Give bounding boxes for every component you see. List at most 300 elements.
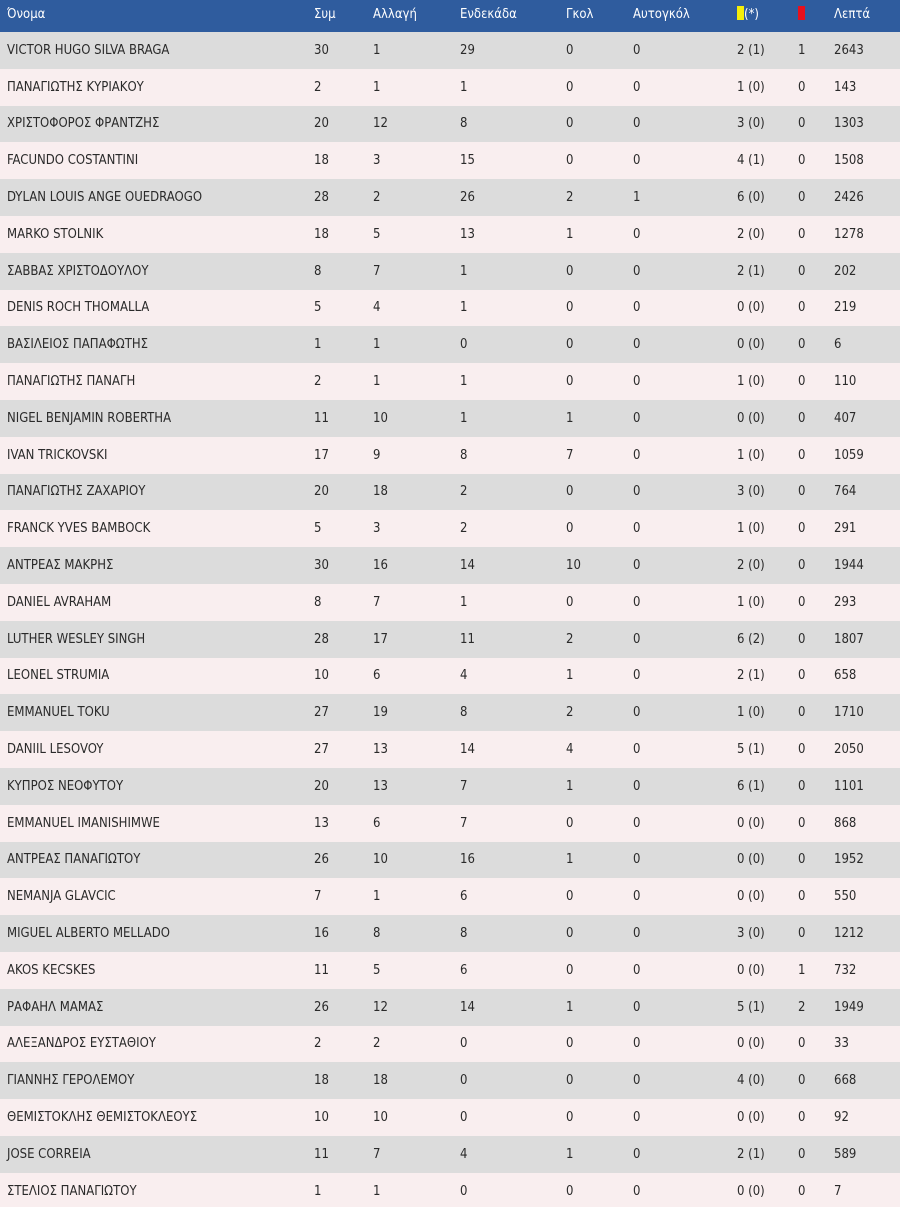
table-row <box>0 32 900 69</box>
player-sub: 10 <box>373 852 388 868</box>
player-minutes: 658 <box>834 668 857 684</box>
player-apps: 17 <box>314 447 329 463</box>
table-row <box>0 915 900 952</box>
player-red-cards: 0 <box>798 521 806 537</box>
player-own-goals: 0 <box>633 42 641 58</box>
player-goals: 2 <box>566 705 574 721</box>
player-starts: 7 <box>460 778 468 794</box>
player-apps: 20 <box>314 778 329 794</box>
player-goals: 1 <box>566 852 574 868</box>
player-goals: 1 <box>566 410 574 426</box>
player-goals: 2 <box>566 190 574 206</box>
table-row <box>0 1099 900 1136</box>
player-own-goals: 0 <box>633 447 641 463</box>
player-sub: 8 <box>373 926 381 942</box>
player-yellow-cards: 2 (1) <box>737 1146 765 1162</box>
table-row <box>0 805 900 842</box>
player-sub: 13 <box>373 742 388 758</box>
player-apps: 5 <box>314 300 322 316</box>
table-row <box>0 437 900 474</box>
player-name: FACUNDO COSTANTINI <box>7 153 139 169</box>
player-minutes: 1710 <box>834 705 864 721</box>
player-yellow-cards: 1 (0) <box>737 705 765 721</box>
player-name: ΠΑΝΑΓΙΩΤΗΣ ΖΑΧΑΡΙΟΥ <box>7 484 146 500</box>
player-red-cards: 0 <box>798 226 806 242</box>
player-apps: 2 <box>314 79 322 95</box>
player-sub: 1 <box>373 42 381 58</box>
player-minutes: 1059 <box>834 447 864 463</box>
player-yellow-cards: 1 (0) <box>737 521 765 537</box>
yellow-suffix: (*) <box>744 7 759 22</box>
header-starts[interactable]: Ενδεκάδα <box>460 6 517 22</box>
table-row <box>0 768 900 805</box>
player-yellow-cards: 2 (0) <box>737 558 765 574</box>
player-yellow-cards: 3 (0) <box>737 484 765 500</box>
player-own-goals: 0 <box>633 374 641 390</box>
player-minutes: 7 <box>834 1183 842 1199</box>
table-row <box>0 363 900 400</box>
player-name: ΣΑΒΒΑΣ ΧΡΙΣΤΟΔΟΥΛΟΥ <box>7 263 149 279</box>
player-red-cards: 0 <box>798 410 806 426</box>
player-apps: 27 <box>314 705 329 721</box>
player-minutes: 293 <box>834 594 857 610</box>
player-starts: 1 <box>460 263 468 279</box>
player-own-goals: 0 <box>633 742 641 758</box>
player-minutes: 92 <box>834 1110 849 1125</box>
table-row <box>0 1136 900 1173</box>
player-sub: 10 <box>373 1110 388 1125</box>
player-red-cards: 0 <box>798 1036 806 1052</box>
player-apps: 30 <box>314 558 329 574</box>
player-minutes: 202 <box>834 263 857 279</box>
player-apps: 7 <box>314 889 322 905</box>
player-starts: 14 <box>460 999 475 1015</box>
table-row <box>0 952 900 989</box>
player-name: MIGUEL ALBERTO MELLADO <box>7 926 170 942</box>
player-apps: 1 <box>314 337 322 353</box>
player-name: MARKO STOLNIK <box>7 226 104 242</box>
player-sub: 3 <box>373 153 381 169</box>
player-minutes: 1807 <box>834 631 864 647</box>
player-own-goals: 0 <box>633 116 641 132</box>
player-goals: 0 <box>566 1036 574 1052</box>
player-starts: 1 <box>460 79 468 95</box>
player-starts: 16 <box>460 852 475 868</box>
player-own-goals: 0 <box>633 999 641 1015</box>
player-yellow-cards: 5 (1) <box>737 999 765 1015</box>
player-own-goals: 0 <box>633 1110 641 1125</box>
player-red-cards: 1 <box>798 42 806 58</box>
player-name: DANIIL LESOVOY <box>7 742 104 758</box>
table-row <box>0 69 900 106</box>
player-red-cards: 0 <box>798 558 806 574</box>
player-apps: 8 <box>314 263 322 279</box>
player-red-cards: 0 <box>798 116 806 132</box>
player-starts: 11 <box>460 631 475 647</box>
table-row <box>0 989 900 1026</box>
player-sub: 5 <box>373 226 381 242</box>
player-minutes: 668 <box>834 1073 857 1089</box>
player-name: EMMANUEL TOKU <box>7 705 110 721</box>
player-own-goals: 0 <box>633 889 641 905</box>
player-minutes: 2426 <box>834 190 864 206</box>
player-yellow-cards: 4 (0) <box>737 1073 765 1089</box>
player-own-goals: 0 <box>633 668 641 684</box>
player-starts: 15 <box>460 153 475 169</box>
player-red-cards: 0 <box>798 631 806 647</box>
player-name: JOSE CORREIA <box>7 1146 91 1162</box>
player-yellow-cards: 1 (0) <box>737 447 765 463</box>
table-header-row <box>0 0 900 32</box>
header-apps[interactable]: Συμ <box>314 6 336 22</box>
player-yellow-cards: 0 (0) <box>737 410 765 426</box>
player-own-goals: 0 <box>633 631 641 647</box>
player-own-goals: 0 <box>633 521 641 537</box>
player-yellow-cards: 1 (0) <box>737 79 765 95</box>
player-goals: 2 <box>566 631 574 647</box>
player-own-goals: 0 <box>633 263 641 279</box>
player-goals: 0 <box>566 484 574 500</box>
player-goals: 0 <box>566 374 574 390</box>
player-red-cards: 0 <box>798 926 806 942</box>
player-minutes: 1949 <box>834 999 864 1015</box>
player-red-cards: 0 <box>798 594 806 610</box>
player-own-goals: 0 <box>633 594 641 610</box>
player-sub: 1 <box>373 1183 381 1199</box>
player-name: AKOS KECSKES <box>7 962 96 978</box>
player-own-goals: 0 <box>633 337 641 353</box>
player-starts: 1 <box>460 410 468 426</box>
player-yellow-cards: 2 (0) <box>737 226 765 242</box>
player-yellow-cards: 6 (0) <box>737 190 765 206</box>
player-sub: 18 <box>373 1073 388 1089</box>
player-goals: 0 <box>566 42 574 58</box>
player-sub: 16 <box>373 558 388 574</box>
player-own-goals: 1 <box>633 190 641 206</box>
player-sub: 12 <box>373 116 388 132</box>
player-sub: 5 <box>373 962 381 978</box>
player-goals: 1 <box>566 1146 574 1162</box>
player-starts: 0 <box>460 337 468 353</box>
player-sub: 1 <box>373 337 381 353</box>
player-sub: 1 <box>373 79 381 95</box>
player-name: LEONEL STRUMIA <box>7 668 110 684</box>
player-yellow-cards: 6 (1) <box>737 778 765 794</box>
player-apps: 11 <box>314 1146 329 1162</box>
player-own-goals: 0 <box>633 558 641 574</box>
player-yellow-cards: 0 (0) <box>737 337 765 353</box>
player-minutes: 1944 <box>834 558 864 574</box>
player-minutes: 2050 <box>834 742 864 758</box>
player-starts: 8 <box>460 705 468 721</box>
player-goals: 0 <box>566 521 574 537</box>
player-red-cards: 0 <box>798 852 806 868</box>
player-red-cards: 0 <box>798 705 806 721</box>
player-sub: 2 <box>373 190 381 206</box>
player-red-cards: 0 <box>798 447 806 463</box>
player-name: NIGEL BENJAMIN ROBERTHA <box>7 410 172 426</box>
player-starts: 26 <box>460 190 475 206</box>
player-goals: 0 <box>566 1183 574 1199</box>
player-apps: 18 <box>314 153 329 169</box>
player-minutes: 33 <box>834 1036 849 1052</box>
player-goals: 0 <box>566 300 574 316</box>
player-own-goals: 0 <box>633 852 641 868</box>
player-sub: 2 <box>373 1036 381 1052</box>
player-yellow-cards: 2 (1) <box>737 668 765 684</box>
player-apps: 13 <box>314 815 329 831</box>
player-yellow-cards: 0 (0) <box>737 1036 765 1052</box>
table-row <box>0 253 900 290</box>
player-red-cards: 0 <box>798 668 806 684</box>
player-sub: 12 <box>373 999 388 1015</box>
player-goals: 1 <box>566 778 574 794</box>
player-red-cards: 0 <box>798 79 806 95</box>
player-own-goals: 0 <box>633 226 641 242</box>
player-sub: 4 <box>373 300 381 316</box>
player-name: ΣΤΕΛΙΟΣ ΠΑΝΑΓΙΩΤΟΥ <box>7 1183 137 1199</box>
table-row <box>0 842 900 879</box>
player-own-goals: 0 <box>633 410 641 426</box>
red-card-icon <box>798 6 805 20</box>
player-red-cards: 0 <box>798 1183 806 1199</box>
player-sub: 10 <box>373 410 388 426</box>
player-red-cards: 0 <box>798 742 806 758</box>
player-apps: 11 <box>314 410 329 426</box>
table-row <box>0 326 900 363</box>
player-goals: 0 <box>566 153 574 169</box>
player-red-cards: 0 <box>798 153 806 169</box>
player-apps: 2 <box>314 374 322 390</box>
player-own-goals: 0 <box>633 926 641 942</box>
player-own-goals: 0 <box>633 153 641 169</box>
player-apps: 18 <box>314 226 329 242</box>
player-name: ΑΝΤΡΕΑΣ ΠΑΝΑΓΙΩΤΟΥ <box>7 852 141 868</box>
player-red-cards: 0 <box>798 484 806 500</box>
header-sub[interactable]: Αλλαγή <box>373 6 417 22</box>
player-minutes: 407 <box>834 410 857 426</box>
player-goals: 0 <box>566 337 574 353</box>
player-apps: 5 <box>314 521 322 537</box>
player-goals: 0 <box>566 1073 574 1089</box>
player-minutes: 764 <box>834 484 857 500</box>
player-starts: 8 <box>460 116 468 132</box>
header-name[interactable]: Όνομα <box>7 6 46 22</box>
player-red-cards: 0 <box>798 300 806 316</box>
player-red-cards: 0 <box>798 815 806 831</box>
player-own-goals: 0 <box>633 815 641 831</box>
header-own-goals[interactable]: Αυτογκόλ <box>633 6 690 22</box>
player-own-goals: 0 <box>633 705 641 721</box>
player-red-cards: 2 <box>798 999 806 1015</box>
table-row <box>0 106 900 143</box>
player-apps: 11 <box>314 962 329 978</box>
player-apps: 28 <box>314 190 329 206</box>
player-name: ΠΑΝΑΓΙΩΤΗΣ ΠΑΝΑΓΗ <box>7 374 136 390</box>
player-apps: 16 <box>314 926 329 942</box>
player-minutes: 6 <box>834 337 842 353</box>
player-apps: 2 <box>314 1036 322 1052</box>
player-red-cards: 0 <box>798 337 806 353</box>
player-goals: 0 <box>566 263 574 279</box>
player-starts: 0 <box>460 1036 468 1052</box>
player-goals: 1 <box>566 999 574 1015</box>
player-minutes: 550 <box>834 889 857 905</box>
table-row <box>0 731 900 768</box>
player-starts: 14 <box>460 558 475 574</box>
player-own-goals: 0 <box>633 300 641 316</box>
table-row <box>0 290 900 327</box>
player-apps: 18 <box>314 1073 329 1089</box>
player-starts: 14 <box>460 742 475 758</box>
player-starts: 2 <box>460 484 468 500</box>
player-sub: 6 <box>373 668 381 684</box>
table-row <box>0 216 900 253</box>
player-starts: 1 <box>460 594 468 610</box>
player-starts: 8 <box>460 926 468 942</box>
table-row <box>0 474 900 511</box>
player-minutes: 868 <box>834 815 857 831</box>
player-name: ΧΡΙΣΤΟΦΟΡΟΣ ΦΡΑΝΤΖΗΣ <box>7 116 160 132</box>
player-minutes: 589 <box>834 1146 857 1162</box>
table-row <box>0 658 900 695</box>
player-name: DYLAN LOUIS ANGE OUEDRAOGO <box>7 190 203 206</box>
player-goals: 0 <box>566 962 574 978</box>
player-apps: 27 <box>314 742 329 758</box>
player-apps: 30 <box>314 42 329 58</box>
player-apps: 8 <box>314 594 322 610</box>
player-name: ΑΛΕΞΑΝΔΡΟΣ ΕΥΣΤΑΘΙΟΥ <box>7 1036 156 1052</box>
player-name: LUTHER WESLEY SINGH <box>7 631 146 647</box>
player-minutes: 1952 <box>834 852 864 868</box>
player-yellow-cards: 1 (0) <box>737 594 765 610</box>
table-row <box>0 142 900 179</box>
player-name: ΑΝΤΡΕΑΣ ΜΑΚΡΗΣ <box>7 558 114 574</box>
player-yellow-cards: 2 (1) <box>737 263 765 279</box>
player-sub: 3 <box>373 521 381 537</box>
player-minutes: 219 <box>834 300 857 316</box>
table-row <box>0 878 900 915</box>
player-starts: 4 <box>460 668 468 684</box>
player-sub: 18 <box>373 484 388 500</box>
player-apps: 10 <box>314 1110 329 1125</box>
player-yellow-cards: 0 (0) <box>737 815 765 831</box>
player-starts: 6 <box>460 962 468 978</box>
player-sub: 7 <box>373 1146 381 1162</box>
player-sub: 7 <box>373 263 381 279</box>
player-yellow-cards: 0 (0) <box>737 852 765 868</box>
player-yellow-cards: 6 (2) <box>737 631 765 647</box>
player-goals: 0 <box>566 1110 574 1125</box>
player-name: ΡΑΦΑΗΛ ΜΑΜΑΣ <box>7 999 104 1015</box>
player-starts: 1 <box>460 300 468 316</box>
player-minutes: 110 <box>834 374 857 390</box>
player-name: FRANCK YVES BAMBOCK <box>7 521 151 537</box>
player-minutes: 143 <box>834 79 857 95</box>
player-name: ΘΕΜΙΣΤΟΚΛΗΣ ΘΕΜΙΣΤΟΚΛΕΟΥΣ <box>7 1110 198 1125</box>
player-red-cards: 0 <box>798 778 806 794</box>
player-yellow-cards: 3 (0) <box>737 116 765 132</box>
table-row <box>0 1062 900 1099</box>
header-yellow-cards[interactable] <box>737 0 798 32</box>
player-goals: 7 <box>566 447 574 463</box>
header-minutes[interactable]: Λεπτά <box>834 6 871 22</box>
player-yellow-cards: 0 (0) <box>737 300 765 316</box>
player-name: IVAN TRICKOVSKI <box>7 447 108 463</box>
player-red-cards: 0 <box>798 374 806 390</box>
player-starts: 0 <box>460 1110 468 1125</box>
player-minutes: 2643 <box>834 42 864 58</box>
table-row <box>0 694 900 731</box>
player-own-goals: 0 <box>633 1036 641 1052</box>
player-yellow-cards: 0 (0) <box>737 1183 765 1199</box>
player-red-cards: 0 <box>798 1110 806 1125</box>
player-goals: 0 <box>566 815 574 831</box>
player-minutes: 1508 <box>834 153 864 169</box>
player-yellow-cards: 0 (0) <box>737 1110 765 1125</box>
table-row <box>0 1173 900 1207</box>
player-starts: 13 <box>460 226 475 242</box>
player-own-goals: 0 <box>633 778 641 794</box>
table-row <box>0 179 900 216</box>
player-apps: 20 <box>314 484 329 500</box>
player-starts: 1 <box>460 374 468 390</box>
player-own-goals: 0 <box>633 79 641 95</box>
player-yellow-cards: 0 (0) <box>737 962 765 978</box>
player-apps: 10 <box>314 668 329 684</box>
player-starts: 2 <box>460 521 468 537</box>
player-starts: 0 <box>460 1183 468 1199</box>
player-yellow-cards: 5 (1) <box>737 742 765 758</box>
player-name: VICTOR HUGO SILVA BRAGA <box>7 42 170 58</box>
player-sub: 1 <box>373 889 381 905</box>
player-apps: 26 <box>314 852 329 868</box>
player-name: ΒΑΣΙΛΕΙΟΣ ΠΑΠΑΦΩΤΗΣ <box>7 337 149 353</box>
player-own-goals: 0 <box>633 962 641 978</box>
player-name: DENIS ROCH THOMALLA <box>7 300 150 316</box>
player-apps: 20 <box>314 116 329 132</box>
player-own-goals: 0 <box>633 1146 641 1162</box>
player-apps: 28 <box>314 631 329 647</box>
player-yellow-cards: 2 (1) <box>737 42 765 58</box>
player-minutes: 732 <box>834 962 857 978</box>
player-name: NEMANJA GLAVCIC <box>7 889 116 905</box>
player-goals: 0 <box>566 79 574 95</box>
player-sub: 17 <box>373 631 388 647</box>
player-minutes: 1278 <box>834 226 864 242</box>
player-name: ΠΑΝΑΓΙΩΤΗΣ ΚΥΡΙΑΚΟΥ <box>7 79 144 95</box>
player-apps: 26 <box>314 999 329 1015</box>
player-red-cards: 0 <box>798 1146 806 1162</box>
player-red-cards: 0 <box>798 190 806 206</box>
player-red-cards: 0 <box>798 889 806 905</box>
table-row <box>0 400 900 437</box>
player-goals: 1 <box>566 668 574 684</box>
header-goals[interactable]: Γκολ <box>566 6 594 22</box>
player-goals: 4 <box>566 742 574 758</box>
player-goals: 0 <box>566 889 574 905</box>
header-red-cards[interactable] <box>798 0 834 32</box>
player-red-cards: 1 <box>798 962 806 978</box>
player-own-goals: 0 <box>633 1073 641 1089</box>
player-starts: 6 <box>460 889 468 905</box>
player-name: ΚΥΠΡΟΣ ΝΕΟΦΥΤΟΥ <box>7 778 124 794</box>
player-sub: 13 <box>373 778 388 794</box>
player-minutes: 1303 <box>834 116 864 132</box>
player-own-goals: 0 <box>633 1183 641 1199</box>
player-yellow-cards: 0 (0) <box>737 889 765 905</box>
player-name: ΓΙΑΝΝΗΣ ΓΕΡΟΛΕΜΟΥ <box>7 1073 135 1089</box>
